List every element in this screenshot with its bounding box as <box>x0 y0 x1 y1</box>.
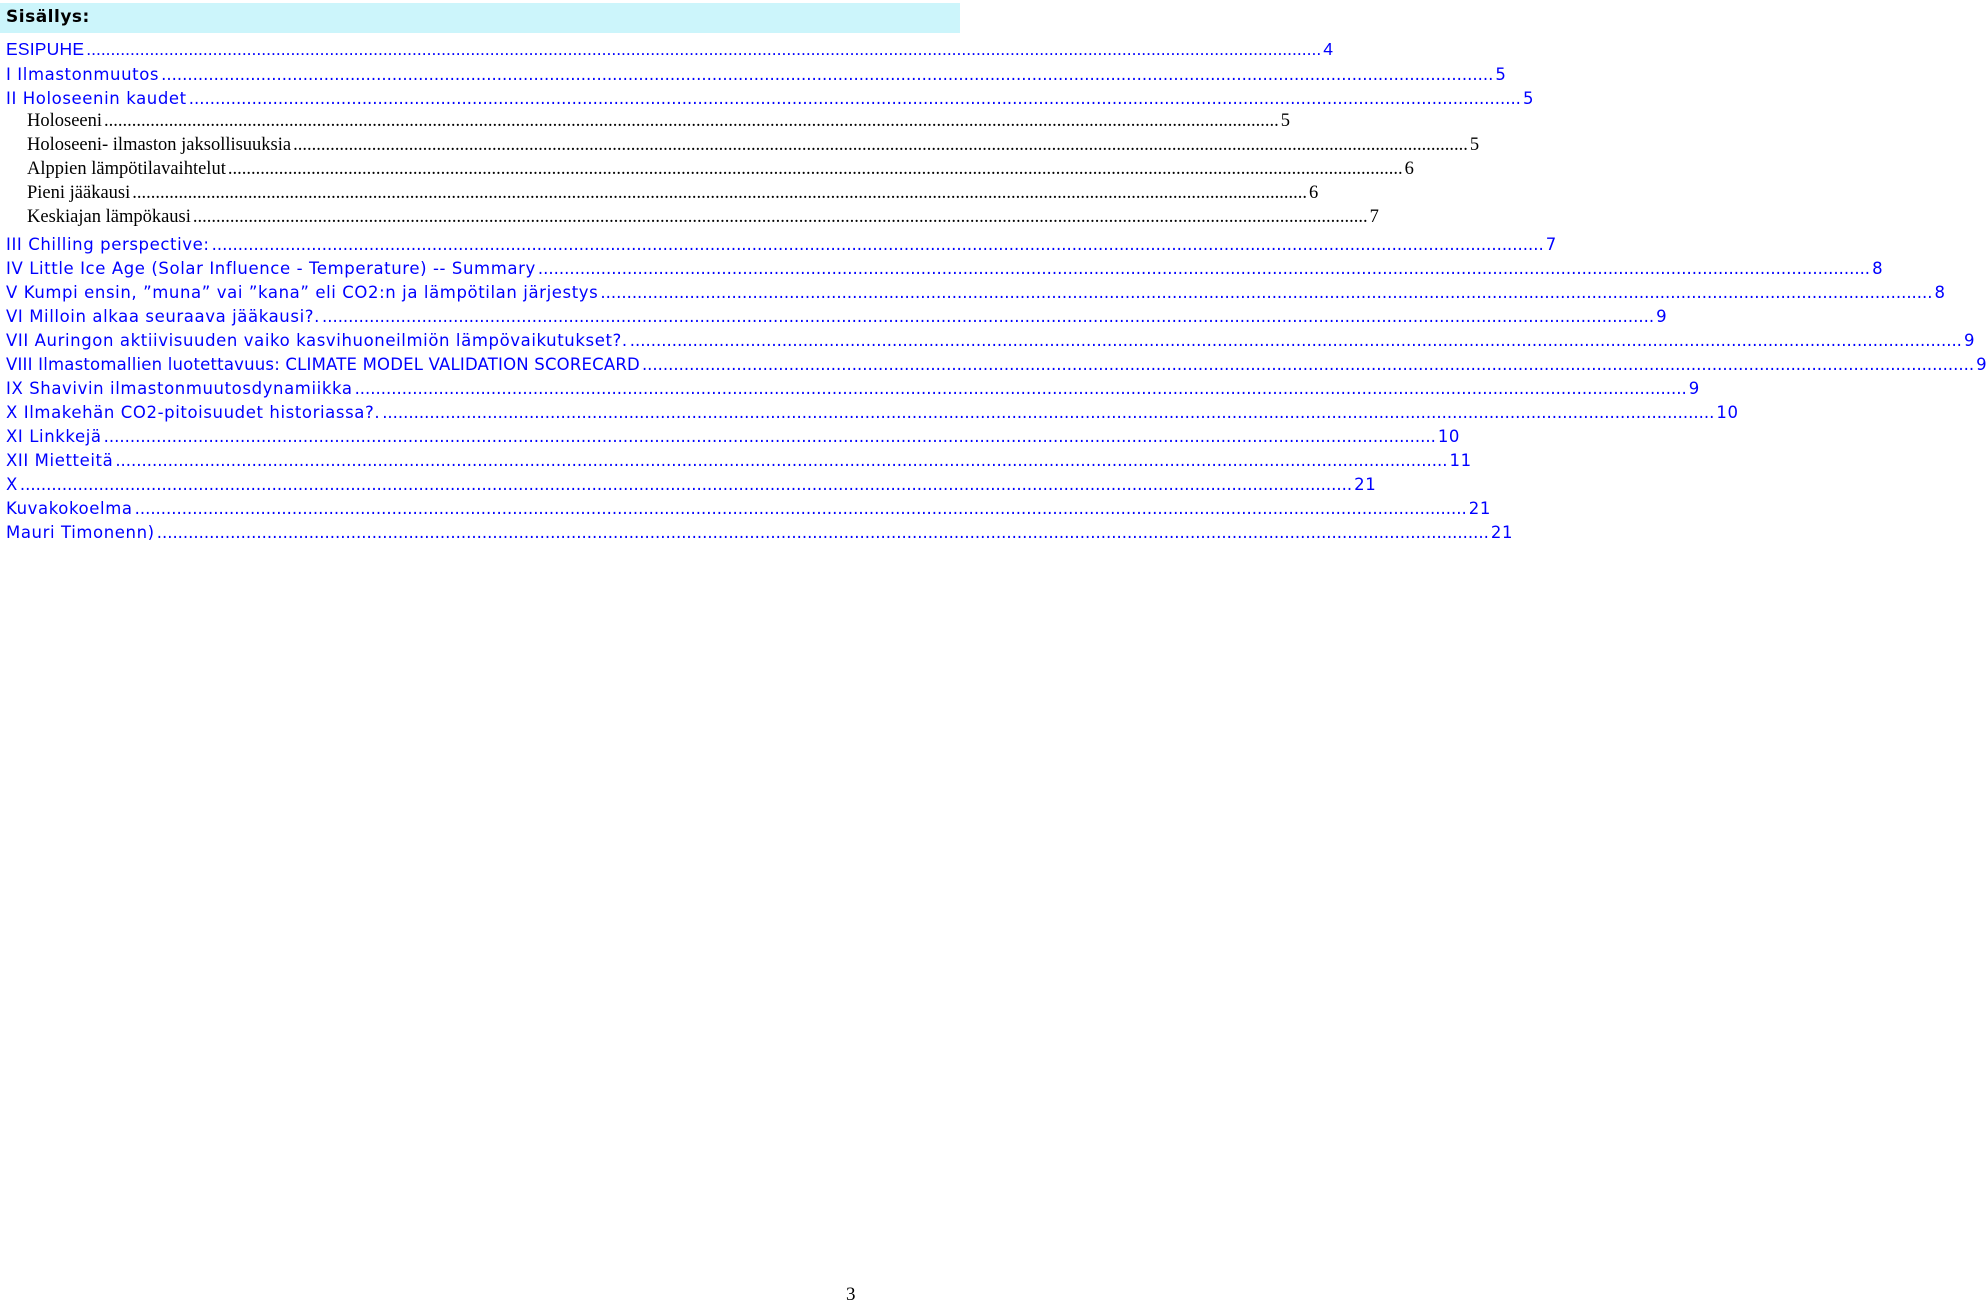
toc-leader: .............................................................................................................................................................................................................................................................. <box>354 379 1687 398</box>
toc-leader: .............................................................................................................................................................................................................................................................. <box>629 331 1962 350</box>
toc-entry-title[interactable]: Holoseeni <box>27 111 103 131</box>
toc-leader: .............................................................................................................................................................................................................................................................. <box>188 89 1521 108</box>
toc-entry-title[interactable]: II Holoseenin kaudet <box>6 89 187 108</box>
table-of-contents <box>0 0 1987 560</box>
toc-entry-page[interactable]: 8 <box>1872 259 1884 278</box>
toc-entry-page[interactable]: 8 <box>1934 283 1946 302</box>
toc-entry-page[interactable]: 21 <box>1468 499 1491 518</box>
toc-leader: .............................................................................................................................................................................................................................................................. <box>156 523 1489 542</box>
toc-entry-page[interactable]: 7 <box>1545 235 1557 254</box>
toc-leader: .............................................................................................................................................................................................................................................................. <box>86 39 1322 59</box>
toc-entry-title[interactable]: VI Milloin alkaa seuraava jääkausi?. <box>6 307 320 326</box>
toc-entry-linkkeja[interactable] <box>6 422 1461 446</box>
toc-leader: .............................................................................................................................................................................................................................................................. <box>600 283 1933 302</box>
toc-leader: .............................................................................................................................................................................................................................................................. <box>161 65 1494 84</box>
toc-entry-shavivin-dynamiikka[interactable] <box>6 374 1700 398</box>
toc-entry-kuvakokoelma[interactable] <box>6 494 1491 518</box>
toc-entry-holoseeni-jaksollisuuksia[interactable] <box>27 132 1480 156</box>
toc-entry-title[interactable]: XI Linkkejä <box>6 427 102 446</box>
toc-entry-page[interactable]: 5 <box>1280 111 1291 131</box>
toc-entry-co2-historiassa[interactable] <box>6 398 1739 422</box>
toc-entry-muna-vai-kana[interactable] <box>6 278 1946 302</box>
toc-entry-alppien-lampotilavaihtelut[interactable] <box>27 156 1414 180</box>
toc-entry-title[interactable]: III Chilling perspective: <box>6 235 210 254</box>
toc-entry-page[interactable]: 21 <box>1490 523 1514 542</box>
toc-leader: .............................................................................................................................................................................................................................................................. <box>132 183 1308 203</box>
toc-entry-page[interactable]: 9 <box>1963 331 1976 350</box>
toc-entry-title[interactable]: I Ilmastonmuutos <box>6 65 160 84</box>
toc-leader: .............................................................................................................................................................................................................................................................. <box>293 135 1468 155</box>
toc-heading: Sisällys: <box>6 7 90 27</box>
toc-entry-title[interactable]: XII Mietteitä <box>6 451 114 470</box>
toc-entry-mauri-timonen[interactable] <box>6 518 1514 542</box>
toc-leader: .............................................................................................................................................................................................................................................................. <box>192 207 1368 227</box>
toc-entry-ilmastomallien-luotettavuus[interactable] <box>6 350 1987 374</box>
toc-entry-page[interactable]: 5 <box>1469 135 1480 155</box>
toc-entry-page[interactable]: 9 <box>1656 307 1668 326</box>
toc-leader: .............................................................................................................................................................................................................................................................. <box>227 159 1403 179</box>
toc-entry-keskiajan-lampokausi[interactable] <box>27 204 1379 228</box>
toc-entry-page[interactable]: 5 <box>1495 65 1507 84</box>
toc-entry-holoseenin-kaudet[interactable] <box>6 84 1535 108</box>
toc-entry-title[interactable]: Pieni jääkausi <box>27 183 131 203</box>
toc-leader: .............................................................................................................................................................................................................................................................. <box>115 451 1448 470</box>
toc-entry-page[interactable]: 6 <box>1404 159 1414 179</box>
toc-entry-title[interactable]: Holoseeni- ilmaston jaksollisuuksia <box>27 135 292 155</box>
toc-entry-page[interactable]: 7 <box>1369 207 1379 227</box>
toc-entry-mietteita[interactable] <box>6 446 1472 470</box>
toc-leader: .............................................................................................................................................................................................................................................................. <box>211 235 1544 254</box>
toc-entry-page[interactable]: 21 <box>1354 475 1377 494</box>
toc-entry-page[interactable]: 4 <box>1323 39 1334 59</box>
toc-entry-page[interactable]: 10 <box>1437 427 1461 446</box>
toc-leader: .............................................................................................................................................................................................................................................................. <box>134 499 1467 518</box>
toc-entry-page[interactable]: 9 <box>1976 355 1987 374</box>
toc-entry-title[interactable]: Kuvakokoelma <box>6 499 133 518</box>
toc-entry-title[interactable]: Alppien lämpötilavaihtelut <box>27 159 226 179</box>
toc-entry-chilling-perspective[interactable] <box>6 230 1557 254</box>
toc-leader: .............................................................................................................................................................................................................................................................. <box>382 403 1715 422</box>
toc-entry-seuraava-jaakausi[interactable] <box>6 302 1668 326</box>
page-number: 3 <box>846 1284 856 1305</box>
toc-entry-title[interactable]: IV Little Ice Age (Solar Influence - Temperature) -- Summary <box>6 259 536 278</box>
toc-leader: .............................................................................................................................................................................................................................................................. <box>103 427 1436 446</box>
toc-entry-title[interactable]: ESIPUHE <box>6 39 85 59</box>
toc-entry-page[interactable]: 5 <box>1522 89 1535 108</box>
toc-leader: .............................................................................................................................................................................................................................................................. <box>641 355 1975 374</box>
toc-leader: .............................................................................................................................................................................................................................................................. <box>321 307 1655 326</box>
toc-entry-page[interactable]: 6 <box>1309 183 1319 203</box>
toc-entry-auringon-aktiivisuus[interactable] <box>6 326 1976 350</box>
toc-entry-pieni-jaakausi[interactable] <box>27 180 1319 204</box>
toc-entry-holoseeni[interactable] <box>27 108 1291 132</box>
toc-entry-esipuhe[interactable] <box>6 36 1334 60</box>
toc-entry-page[interactable]: 11 <box>1449 451 1472 470</box>
toc-leader: .............................................................................................................................................................................................................................................................. <box>104 111 1279 131</box>
toc-entry-title[interactable]: V Kumpi ensin, ”muna” vai ”kana” eli CO2:n ja lämpötilan järjestys <box>6 283 599 302</box>
toc-entry-little-ice-age[interactable] <box>6 254 1884 278</box>
toc-entry-title[interactable]: X <box>6 475 18 494</box>
toc-entry-title[interactable]: Keskiajan lämpökausi <box>27 207 191 227</box>
toc-entry-title[interactable]: Mauri Timonenn) <box>6 523 155 542</box>
toc-entry-title[interactable]: IX Shavivin ilmastonmuutosdynamiikka <box>6 379 353 398</box>
toc-entry-x[interactable] <box>6 470 1377 494</box>
toc-entry-page[interactable]: 10 <box>1716 403 1739 422</box>
toc-entry-title[interactable]: VII Auringon aktiivisuuden vaiko kasvihuoneilmiön lämpövaikutukset?. <box>6 331 628 350</box>
toc-entry-page[interactable]: 9 <box>1688 379 1700 398</box>
toc-entry-title[interactable]: VIII Ilmastomallien luotettavuus: CLIMATE MODEL VALIDATION SCORECARD <box>6 355 640 374</box>
toc-leader: .............................................................................................................................................................................................................................................................. <box>537 259 1871 278</box>
toc-entry-ilmastonmuutos[interactable] <box>6 60 1507 84</box>
toc-entry-title[interactable]: X Ilmakehän CO2-pitoisuudet historiassa?. <box>6 403 381 422</box>
toc-leader: .............................................................................................................................................................................................................................................................. <box>19 475 1353 494</box>
